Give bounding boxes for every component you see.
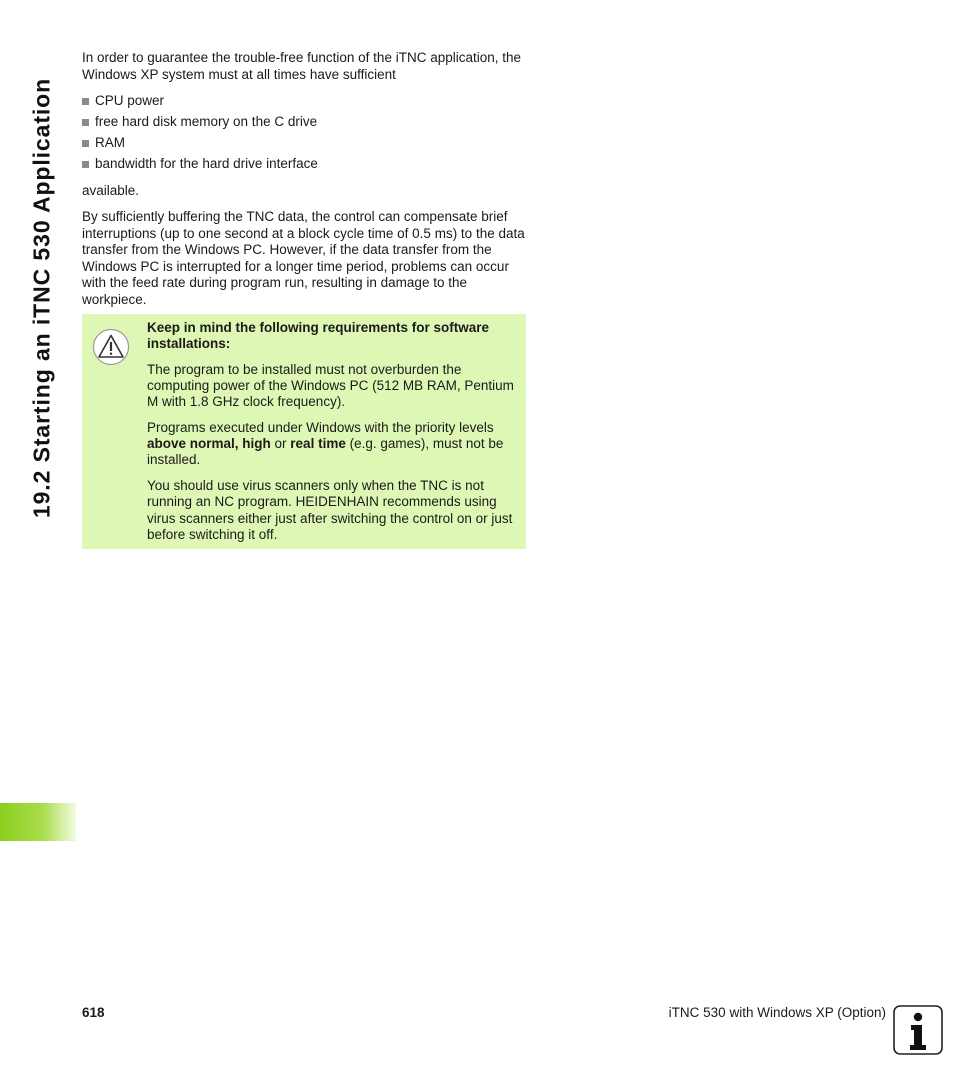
section-title-text: 19.2 Starting an iTNC 530 Application [28, 77, 55, 519]
info-icon [893, 1005, 943, 1055]
footer-title: iTNC 530 with Windows XP (Option) [668, 1005, 886, 1020]
note-heading: Keep in mind the following requirements for software installations: [147, 320, 490, 352]
note-paragraph-2 [147, 420, 519, 469]
warning-note-box [82, 314, 526, 549]
note-paragraph-1: The program to be installed must not overburden the computing power of the Windows PC (512 MB RAM, Pentium M with 1.8 GHz clock frequency). [147, 361, 514, 410]
priority-levels-bold: above normal, high [147, 436, 271, 452]
list-item-text: bandwidth for the hard drive interface [95, 156, 318, 171]
section-title-vertical [24, 56, 60, 541]
note-paragraph-2-middle: or [270, 436, 291, 452]
list-item-text: free hard disk memory on the C drive [95, 114, 318, 129]
requirements-list [82, 93, 527, 173]
list-item-text: CPU power [95, 93, 165, 108]
available-paragraph: available. [82, 182, 140, 198]
realtime-bold: real time [290, 436, 346, 452]
list-item [82, 93, 527, 110]
bullet-square-icon [82, 161, 89, 168]
list-item [82, 156, 527, 173]
bullet-square-icon [82, 119, 89, 126]
note-paragraph-2-after: (e.g. games), must not be installed. [147, 436, 504, 468]
note-paragraph-2-before: Programs executed under Windows with the priority levels [147, 420, 494, 436]
chapter-tab-marker [0, 803, 76, 841]
note-paragraph-3: You should use virus scanners only when the TNC is not running an NC program. HEIDENHAIN recommends using virus scanners either just after switching the control on or just before switching it off. [147, 478, 513, 542]
page-number: 618 [82, 1005, 105, 1020]
warning-triangle-icon [92, 328, 130, 366]
buffering-paragraph: By sufficiently buffering the TNC data, the control can compensate brief interruptions (up to one second at a block cycle time of 0.5 ms) to the data transfer from the Windows PC. However, if the data transfer from the Windows PC is interrupted for a longer time period, problems can occur with the feed rate during program run, resulting in damage to the workpiece. [82, 209, 525, 307]
list-item [82, 135, 527, 152]
bullet-square-icon [82, 140, 89, 147]
main-content [82, 50, 527, 318]
intro-paragraph: In order to guarantee the trouble-free function of the iTNC application, the Windows XP system must at all times have sufficient [82, 50, 522, 82]
note-text [147, 320, 519, 552]
bullet-square-icon [82, 98, 89, 105]
list-item [82, 114, 527, 131]
list-item-text: RAM [95, 135, 125, 150]
